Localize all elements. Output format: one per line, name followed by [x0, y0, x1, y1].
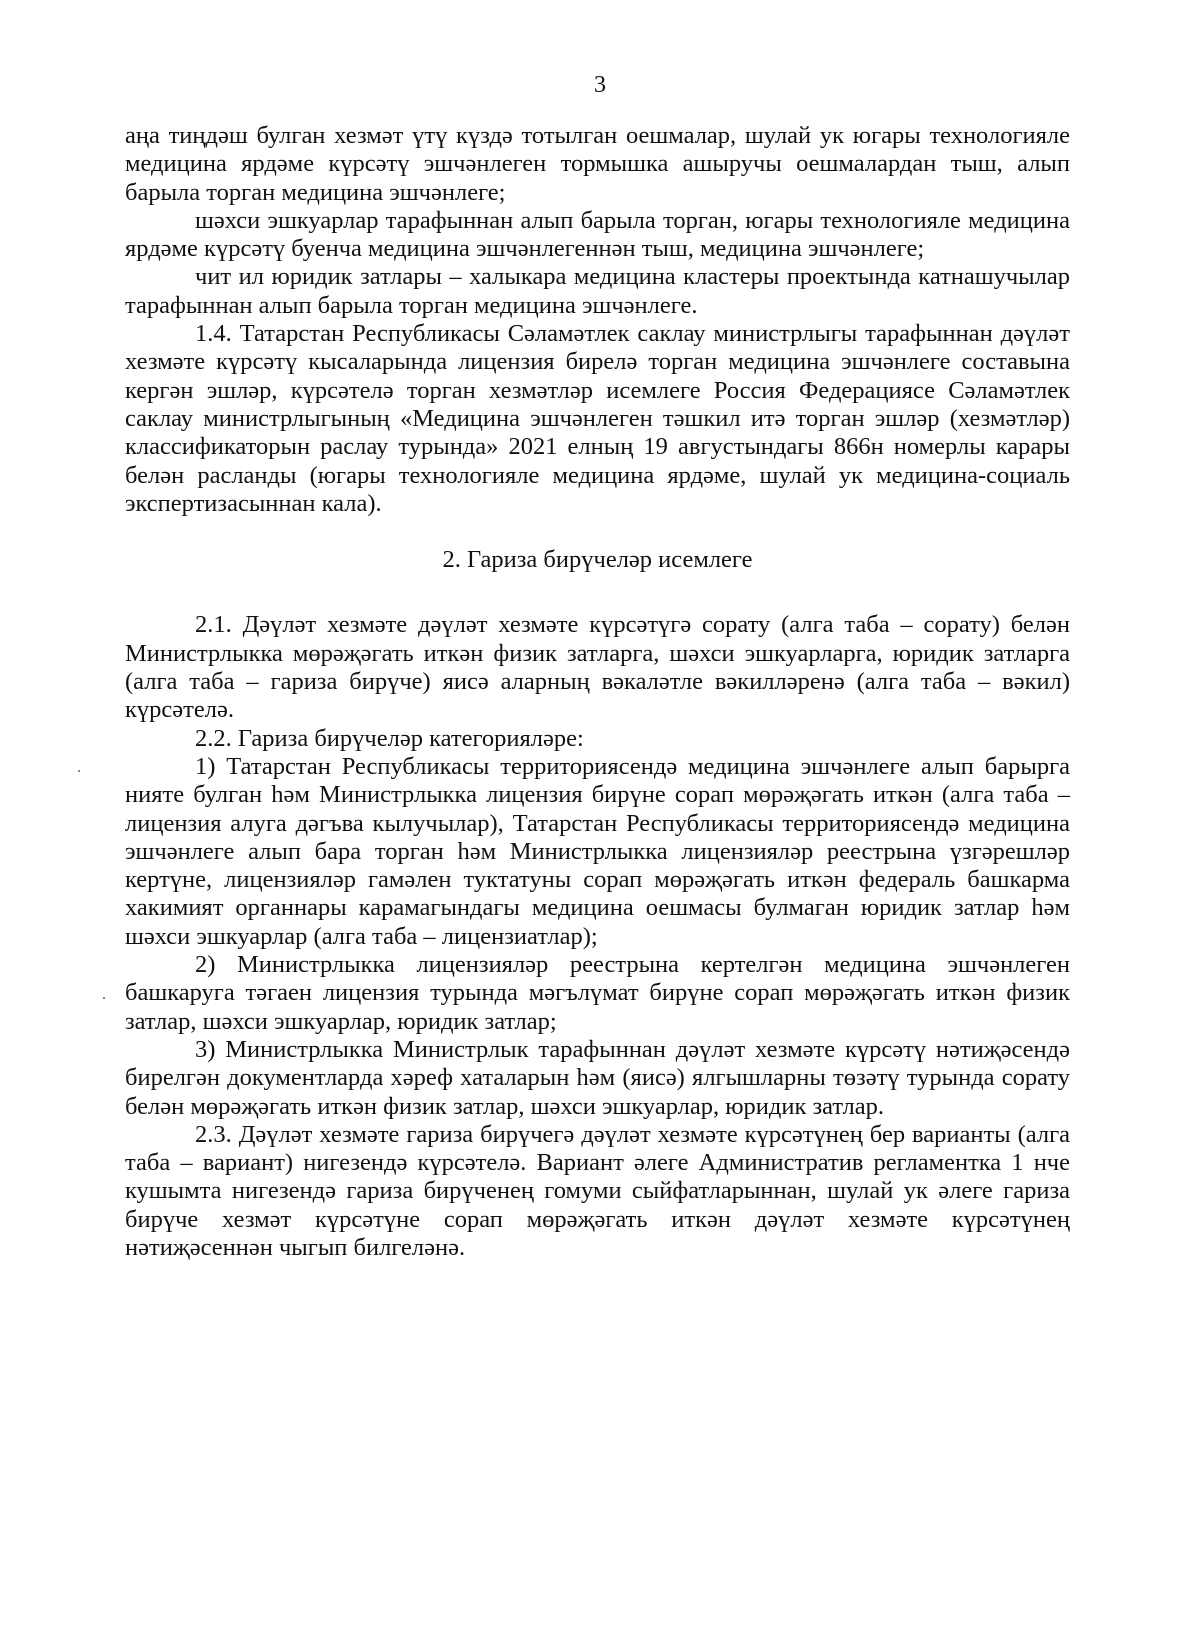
paragraph-2-3: 2.3. Дәүләт хезмәте гариза бирүчегә дәүләт хезмәте күрсәтүнең бер варианты (алга таба – вариант) нигезендә күрсәтелә. Вариант әлеге Административ регламентка 1 нче кушымта нигезендә гариза бирүченең гомуми сыйфатларыннан, шулай ук әлеге гариза бирүче хезмәт күрсәтүне сорап мөрәҗәгать иткән дәүләт хезмәте күрсәтүнең нәтиҗәсеннән чыгып билгеләнә. [125, 1120, 1070, 1261]
section-heading-applicants: 2. Гариза бирүчеләр исемлеге [442, 546, 753, 574]
scan-speck [103, 997, 105, 999]
paragraph-1-4: 1.4. Татарстан Республикасы Сәламәтлек саклау министрлыгы тарафыннан дәүләт хезмәте күрсәтү кысаларында лицензия бирелә торган медицина эшчәнлеге составына кергән эшләр, күрсәтелә торган хезмәтләр исемлеге Россия Федерациясе Сәламәтлек саклау министрлыгының «Медицина эшчәнлеген тәшкил итә торган эшләр (хезмәтләр) классификаторын раслау турында» 2021 елның 19 августындагы 866н номерлы карары белән расланды (югары технологияле медицина ярдәме, шулай ук медицина-социаль экспертизасыннан кала). [125, 320, 1070, 517]
paragraph-2-1: 2.1. Дәүләт хезмәте дәүләт хезмәте күрсәтүгә сорату (алга таба – сорату) белән Министрлыкка мөрәҗәгать иткән физик затларга, шәхси эшкуарларга, юридик затларга (алга таба – гариза бирүче) яисә аларның вәкаләтле вәкилләренә (алга таба – вәкил) күрсәтелә. [125, 611, 1070, 724]
list-item-3: 3) Министрлыкка Министрлык тарафыннан дәүләт хезмәте күрсәтү нәтиҗәсендә бирелгән документларда хәреф хаталарын һәм (яисә) ялгышларны төзәтү турында сорату белән мөрәҗәгать иткән физик затлар, шәхси эшкуарлар, юридик затлар. [125, 1035, 1070, 1120]
list-item-2: 2) Министрлыкка лицензияләр реестрына кертелгән медицина эшчәнлеген башкаруга тәгаен лицензия турында мәгълүмат бирүне сорап мөрәҗәгать иткән физик затлар, шәхси эшкуарлар, юридик затлар; [125, 951, 1070, 1035]
paragraph-continuation: аңа тиңдәш булган хезмәт үтү күздә тотылган оешмалар, шулай ук югары технологияле медицина ярдәме күрсәтү эшчәнлеген тормышка ашыручы оешмалардан тыш, алып барыла торган медицина эшчәнлеге; [125, 122, 1070, 206]
page-number: 3 [594, 72, 606, 98]
list-item-1: 1) Татарстан Республикасы территориясендә медицина эшчәнлеге алып барырга нияте булган һәм Министрлыкка лицензия бирүне сорап мөрәҗәгать иткән (алга таба – лицензия алуга дәгъва кылучылар), Татарстан Республикасы территориясендә медицина эшчәнлеге алып бара торган һәм Министрлыкка лицензияләр реестрына үзгәрешләр кертүне, лицензияләр гамәлен туктатуны сорап мөрәҗәгать иткән федераль башкарма хакимият органнары карамагындагы медицина оешмасы булмаган юридик затлар һәм шәхси эшкуарлар (алга таба – лицензиатлар); [125, 752, 1070, 950]
document-body [125, 122, 1070, 1262]
paragraph-individual-entrepreneurs: шәхси эшкуарлар тарафыннан алып барыла торган, югары технологияле медицина ярдәме күрсәтү буенча медицина эшчәнлегеннән тыш, медицина эшчәнлеге; [125, 206, 1070, 263]
scan-speck [78, 770, 80, 772]
paragraph-foreign-legal-entities: чит ил юридик затлары – халыкара медицина кластеры проектында катнашучылар тарафыннан алып барыла торган медицина эшчәнлеге. [125, 263, 1070, 319]
paragraph-2-2: 2.2. Гариза бирүчеләр категорияләре: [195, 724, 584, 752]
